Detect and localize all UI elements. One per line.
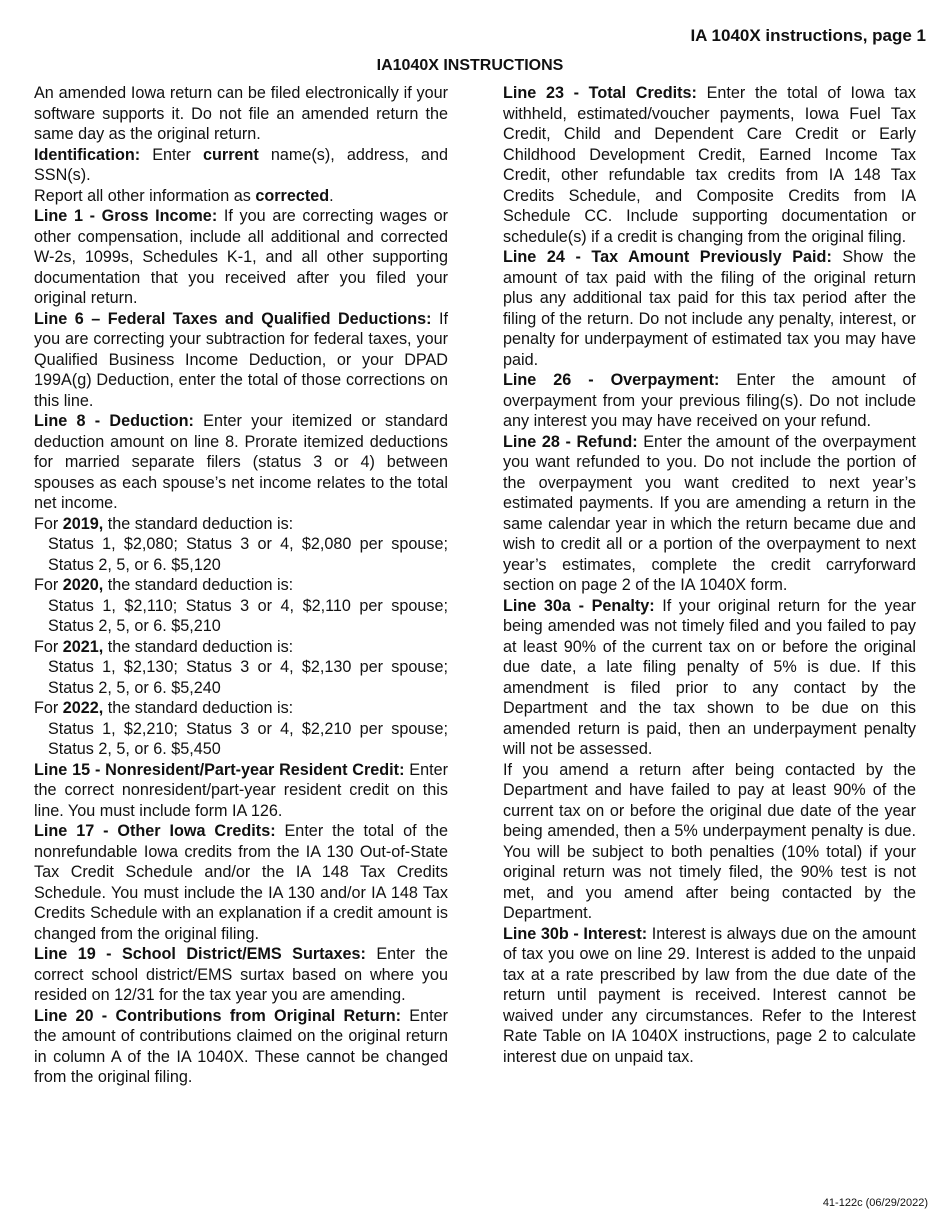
- line24-text: Show the amount of tax paid with the filing of the original return plus any additional tax paid for this tax period after the filing of the return. Do not include any penalty, interest, or penalty for underpayment of estimated tax you may have paid.: [503, 248, 916, 369]
- line6-text: If you are correcting your subtraction for federal taxes, your Qualified Business Income Deduction, or your DPAD 199A(g) Deduction, enter the total of those corrections on this line.: [34, 309, 448, 410]
- line23-text: Enter the total of Iowa tax withheld, estimated/voucher payments, Iowa Fuel Tax Credit, Child and Dependent Care Credit or Early Childhood Development Credit, Earned Income Tax Credit, other refundable tax credits from IA 148 Tax Credits Schedule, and Composite Credits from IA Schedule CC. Include supporting documentation or schedule(s) if a credit is changing from the original filing.: [503, 84, 916, 246]
- page-label: IA 1040X instructions, page 1: [690, 26, 926, 45]
- line15-text: Enter the correct nonresident/part-year resident credit on this line. You must include form IA 126.: [34, 760, 448, 820]
- line30a-heading: Line 30a - Penalty:: [503, 596, 655, 615]
- report-emphasis: corrected: [255, 186, 330, 205]
- std-year: 2019,: [62, 514, 104, 533]
- line30a-text: If your original return for the year being amended was not timely filed and you failed to pay at least 90% of the current tax on or before the original due date, a late filing penalty of 5% is due. If this amendment is filed prior to any contact by the Department and the tax shown to be due on this amended return is paid, then an underpayment penalty will not be assessed.: [503, 596, 917, 758]
- line26-paragraph: [503, 370, 916, 432]
- std-deduction-detail: Status 1, $2,110; Status 3 or 4, $2,110 per spouse; Status 2, 5, or 6. $5,210: [48, 596, 448, 635]
- std-year: 2021,: [62, 637, 104, 656]
- line8-paragraph: [34, 411, 448, 514]
- line8-heading: Line 8 - Deduction:: [34, 412, 194, 430]
- identification-text-b: name(s), address, and SSN(s).: [34, 145, 449, 184]
- identification-emphasis: current: [203, 145, 259, 164]
- line28-paragraph: [503, 432, 916, 596]
- line1-paragraph: [34, 206, 448, 309]
- std-deduction-heading: [34, 637, 448, 658]
- identification-heading: Identification:: [34, 145, 141, 164]
- line15-heading: Line 15 - Nonresident/Part-year Resident Credit:: [34, 760, 405, 779]
- line17-text: Enter the total of the nonrefundable Iowa credits from the IA 130 Out-of-State Tax Credit Schedule and/or the IA 148 Tax Credits Schedule. You must include the IA 130 and/or IA 148 Tax Credits Schedule with an explanation if a credit amount is changed from the original filing.: [34, 822, 448, 943]
- document-title: IA1040X INSTRUCTIONS: [376, 57, 564, 74]
- line30a-continuation: If you amend a return after being contacted by the Department and have failed to pay at least 90% of the current tax on or before the original due date of the year being amended, then a 5% underpayment penalty is due. You will be subject to both penalties (10% total) if your original return was not timely filed, the 90% test is not met, and you amend after being contacted by the Department.: [503, 760, 916, 922]
- line23-paragraph: [503, 83, 916, 247]
- std-year: 2020,: [62, 576, 104, 594]
- line28-text: Enter the amount of the overpayment you want refunded to you. Do not include the portion of the overpayment you want credited to next year’s estimated payments. If you are amending a return in the same calendar year in which the return became due and wish to credit all or a portion of the overpayment to next year’s estimates, complete the credit carryforward section on page 2 of the IA 1040X form.: [503, 432, 916, 594]
- line17-heading: Line 17 - Other Iowa Credits:: [34, 822, 276, 840]
- std-deduction-detail: Status 1, $2,210; Status 3 or 4, $2,210 per spouse; Status 2, 5, or 6. $5,450: [48, 719, 448, 758]
- std-deduction-heading: [34, 514, 448, 535]
- line30b-text: Interest is always due on the amount of tax you owe on line 29. Interest is added to the unpaid tax at a rate prescribed by law from the due date of the return until payment is received. Interest cannot be waived under any circumstances. Refer to the Interest Rate Table on IA 1040X instructions, page 2 to calculate interest due on unpaid tax.: [503, 924, 916, 1066]
- std-deduction-detail: Status 1, $2,080; Status 3 or 4, $2,080 per spouse; Status 2, 5, or 6. $5,120: [48, 535, 448, 574]
- right-column: [503, 83, 916, 1067]
- line17-paragraph: [34, 821, 448, 944]
- std-deduction-heading: [34, 698, 448, 719]
- report-paragraph: [34, 186, 448, 207]
- std-deduction-detail: Status 1, $2,130; Status 3 or 4, $2,130 per spouse; Status 2, 5, or 6. $5,240: [48, 658, 448, 697]
- line20-paragraph: [34, 1006, 448, 1088]
- line19-heading: Line 19 - School District/EMS Surtaxes:: [34, 945, 366, 963]
- line20-text: Enter the amount of contributions claimed on the original return in column A of the IA 1040X. These cannot be changed from the original filing.: [34, 1006, 448, 1086]
- left-column: [34, 83, 448, 1088]
- line24-heading: Line 24 - Tax Amount Previously Paid:: [503, 248, 832, 266]
- line8-text: Enter your itemized or standard deduction amount on line 8. Prorate itemized deductions for married separate filers (status 3 or 4) between spouses as each spouse’s net income relates to the total net income.: [34, 412, 448, 512]
- line30a-paragraph: [503, 596, 916, 760]
- std-year: 2022,: [62, 699, 104, 717]
- report-text: Report all other information as: [34, 186, 256, 205]
- std-prefix: For: [34, 514, 63, 533]
- std-suffix: the standard deduction is:: [103, 576, 294, 594]
- intro-paragraph: An amended Iowa return can be filed electronically if your software supports it. Do not file an amended return the same day as the original return.: [34, 84, 448, 143]
- line30b-paragraph: [503, 924, 916, 1068]
- line6-paragraph: [34, 309, 448, 412]
- std-suffix: the standard deduction is:: [103, 637, 294, 656]
- line20-heading: Line 20 - Contributions from Original Return:: [34, 1006, 402, 1025]
- line6-heading: Line 6 – Federal Taxes and Qualified Deductions:: [34, 309, 432, 328]
- line24-paragraph: [503, 247, 916, 370]
- std-suffix: the standard deduction is:: [103, 699, 294, 717]
- std-prefix: For: [34, 576, 63, 594]
- std-prefix: For: [34, 699, 63, 717]
- line1-heading: Line 1 - Gross Income:: [34, 207, 218, 225]
- line1-text: If you are correcting wages or other compensation, include all additional and corrected W-2s, 1099s, Schedules K-1, and all other supporting documentation that you received after you filed your original return.: [34, 207, 449, 307]
- line26-heading: Line 26 - Overpayment:: [503, 371, 720, 389]
- line15-paragraph: [34, 760, 448, 822]
- line28-heading: Line 28 - Refund:: [503, 432, 638, 451]
- line30b-heading: Line 30b - Interest:: [503, 924, 648, 943]
- line19-text: Enter the correct school district/EMS surtax based on where you resided on 12/31 for the tax year you are amending.: [34, 945, 448, 1004]
- line23-heading: Line 23 - Total Credits:: [503, 84, 697, 102]
- identification-paragraph: [34, 145, 448, 186]
- line26-text: Enter the amount of overpayment from your previous filing(s). Do not include any interest you may have received on your refund.: [503, 371, 916, 430]
- form-id: 41-122c (06/29/2022): [822, 1197, 928, 1209]
- std-deduction-heading: [34, 575, 448, 596]
- report-end: .: [329, 186, 334, 205]
- std-prefix: For: [34, 637, 63, 656]
- identification-text-a: Enter: [140, 145, 203, 164]
- std-suffix: the standard deduction is:: [103, 514, 294, 533]
- line19-paragraph: [34, 944, 448, 1006]
